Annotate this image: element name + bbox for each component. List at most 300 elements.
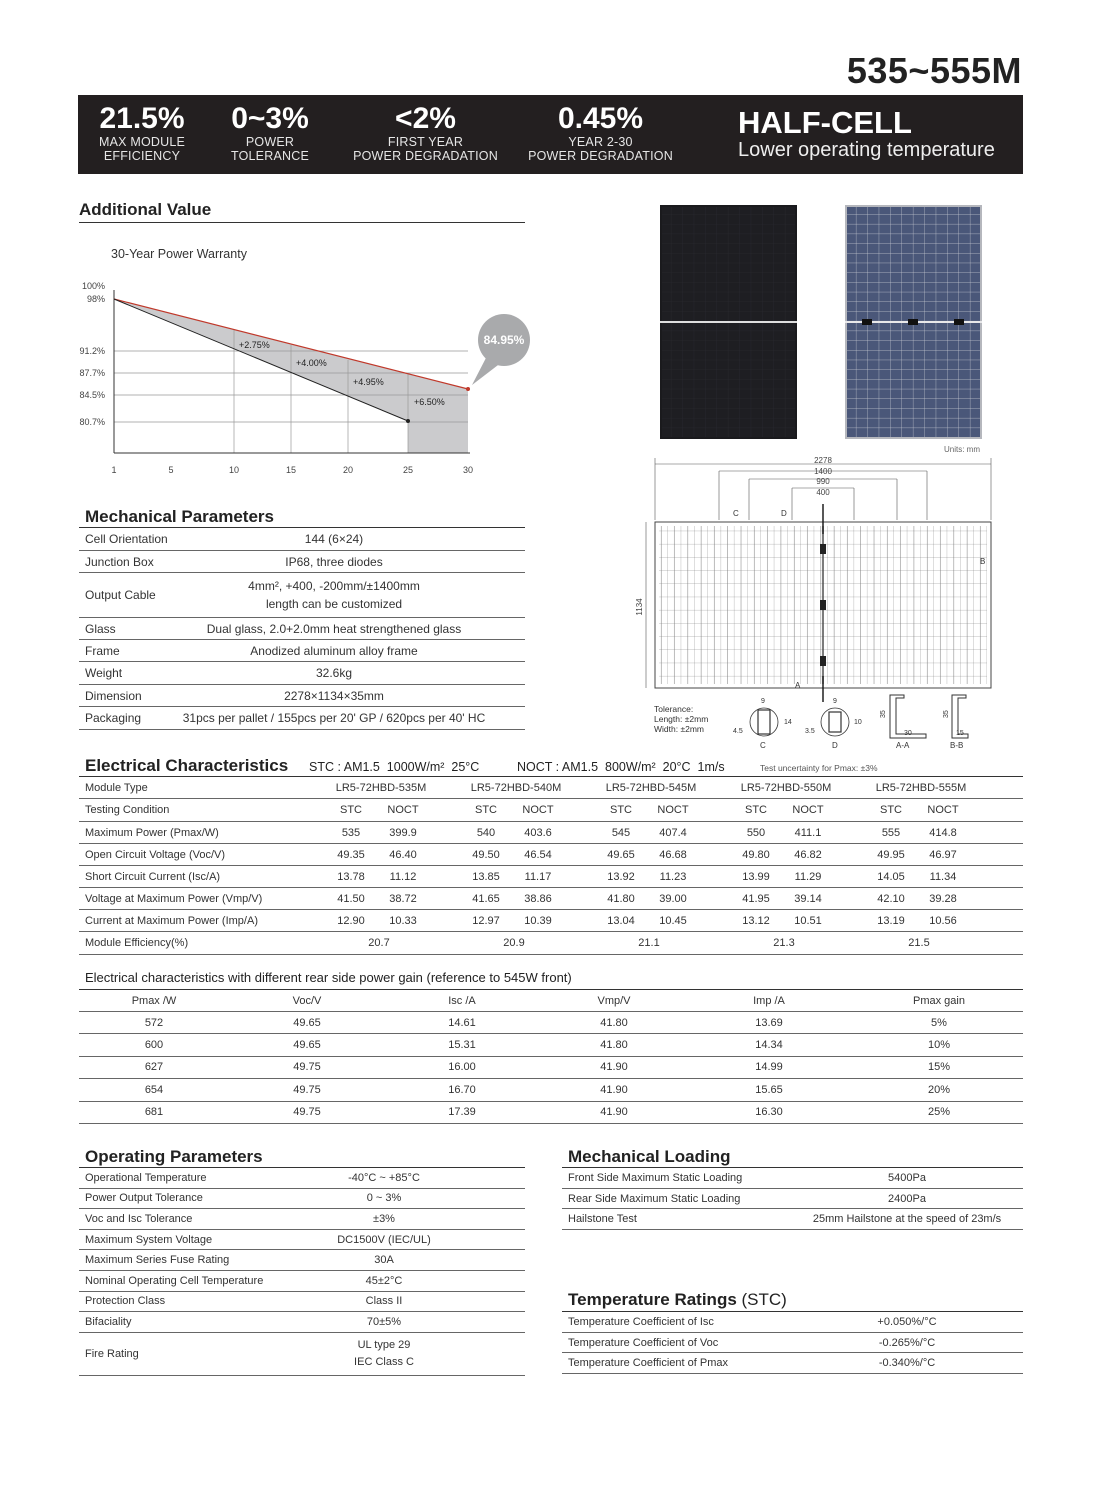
- noct-value: 46.68: [659, 848, 687, 861]
- stat-label-1: FIRST YEAR: [387, 135, 464, 149]
- connector: [820, 544, 826, 554]
- efficiency-value: 20.7: [368, 937, 390, 949]
- gain-label: +4.00%: [296, 358, 327, 368]
- x-tick: 30: [462, 465, 474, 475]
- y-tick: 80.7%: [79, 417, 105, 427]
- table-row: [79, 1168, 525, 1189]
- table-cell: 14.61: [448, 1016, 476, 1029]
- dim-label: 1134: [635, 598, 644, 616]
- table-cell: 15%: [927, 1061, 951, 1074]
- section-mark: C: [733, 509, 739, 518]
- row-label: Protection Class: [85, 1295, 166, 1308]
- row-value: 2400Pa: [888, 1192, 926, 1205]
- row-value: 144 (6×24): [304, 532, 364, 546]
- table-cell: 14.99: [755, 1061, 783, 1074]
- table-row: [79, 1271, 525, 1292]
- row-label: Maximum Series Fuse Rating: [85, 1254, 230, 1267]
- model-range-title: 535~555M: [846, 50, 1022, 91]
- header-bar: [78, 95, 1023, 174]
- table-row-module-type: [79, 777, 1023, 799]
- row-label: Junction Box: [85, 554, 154, 569]
- row-label: Voltage at Maximum Power (Vmp/V): [85, 892, 263, 905]
- x-tick: 20: [342, 465, 354, 475]
- test-uncertainty: Test uncertainty for Pmax: ±3%: [760, 763, 878, 773]
- stat-label-2: EFFICIENCY: [103, 149, 181, 163]
- electrical-title: Electrical Characteristics: [85, 756, 289, 775]
- table-cell: 49.75: [293, 1061, 321, 1074]
- detail-dim: 30: [904, 730, 912, 737]
- table-row: [79, 1057, 1023, 1079]
- row-value: Dual glass, 2.0+2.0mm heat strengthened glass: [206, 621, 462, 636]
- row-label: Temperature Coefficient of Pmax: [568, 1357, 728, 1370]
- table-cell: 15.65: [755, 1083, 783, 1096]
- row-label: Temperature Coefficient of Isc: [568, 1315, 714, 1328]
- detail-dim: 4.5: [733, 728, 743, 735]
- noct-value: 38.72: [389, 892, 417, 905]
- technical-drawing: [628, 452, 998, 752]
- stat-label-2: POWER DEGRADATION: [528, 149, 673, 163]
- table-cell: 17.39: [448, 1106, 476, 1119]
- stc-value: 540: [476, 826, 496, 839]
- noct-value: 11.17: [524, 870, 552, 883]
- chart-title: 30-Year Power Warranty: [111, 247, 247, 261]
- column-header: Voc/V: [292, 994, 322, 1007]
- table-cell: 16.70: [448, 1083, 476, 1096]
- stc-value: 545: [611, 826, 631, 839]
- detail-label: A-A: [896, 741, 910, 750]
- rear-gain-title: Electrical characteristics with different rear side power gain (reference to 545W front): [85, 970, 572, 985]
- noct-value: 399.9: [389, 826, 417, 839]
- row-label: Frame: [85, 643, 120, 658]
- y-tick: 84.5%: [79, 390, 105, 400]
- y-tick: 87.7%: [79, 368, 105, 378]
- cond-label: STC: [475, 804, 497, 816]
- row-label: Weight: [85, 666, 123, 680]
- stc-value: 49.80: [742, 848, 770, 861]
- operating-table: [79, 1168, 525, 1376]
- warranty-line-lower: [114, 299, 408, 421]
- row-label: Maximum Power (Pmax/W): [85, 826, 219, 839]
- cond-label: STC: [880, 804, 902, 816]
- table-cell: 16.00: [448, 1061, 476, 1074]
- table-cell: 600: [144, 1039, 164, 1052]
- row-label: Rear Side Maximum Static Loading: [568, 1192, 741, 1205]
- stc-value: 41.80: [607, 892, 635, 905]
- temperature-title-suffix: (STC): [736, 1290, 787, 1309]
- detail-dim: 10: [854, 719, 862, 726]
- cond-label: STC: [340, 804, 362, 816]
- model-name: LR5-72HBD-535M: [335, 781, 427, 794]
- x-tick: 10: [228, 465, 240, 475]
- noct-value: 39.28: [929, 892, 957, 905]
- table-cell: 16.30: [755, 1106, 783, 1119]
- row-value: IP68, three diodes: [285, 554, 383, 569]
- mechanical-table: [79, 528, 525, 730]
- noct-value: 11.23: [659, 870, 687, 883]
- efficiency-value: 21.1: [638, 937, 660, 949]
- row-label: Module Type: [85, 781, 148, 794]
- table-row: [79, 1034, 1023, 1056]
- table-cell: 49.65: [293, 1016, 321, 1029]
- row-label: Temperature Coefficient of Voc: [568, 1336, 719, 1349]
- stat-label-2: POWER DEGRADATION: [353, 149, 498, 163]
- table-row: [79, 1012, 1023, 1034]
- row-value-line: IEC Class C: [354, 1355, 414, 1368]
- stc-value: 13.04: [607, 914, 635, 927]
- table-cell: 41.80: [600, 1016, 628, 1029]
- model-name: LR5-72HBD-555M: [875, 781, 967, 794]
- section-divider: [79, 222, 525, 223]
- x-tick: 15: [285, 465, 297, 475]
- stat-value: 0.45%: [557, 102, 644, 135]
- stc-value: 13.85: [472, 870, 500, 883]
- cond-label: NOCT: [792, 804, 824, 816]
- tolerance-width: Width: ±2mm: [654, 724, 705, 734]
- table-row: [79, 822, 1023, 844]
- noct-value: 10.39: [524, 914, 552, 927]
- stat-value: 0~3%: [231, 102, 309, 135]
- column-header: Pmax gain: [913, 994, 965, 1007]
- noct-value: 10.33: [389, 914, 417, 927]
- model-name: LR5-72HBD-545M: [605, 781, 697, 794]
- detail-dim: 3.5: [805, 728, 815, 735]
- end-point-lower: [406, 419, 410, 423]
- y-tick: 100%: [81, 281, 105, 291]
- connector: [820, 656, 826, 666]
- table-row: [79, 662, 525, 685]
- section-mark: B: [980, 557, 986, 566]
- tolerance-length: Length: ±2mm: [654, 714, 709, 724]
- panel-rear-image: [845, 205, 982, 439]
- callout-text: 84.95%: [483, 333, 525, 347]
- table-cell: 627: [144, 1061, 164, 1074]
- row-value: 25mm Hailstone at the speed of 23m/s: [812, 1213, 1002, 1226]
- table-cell: 681: [144, 1106, 164, 1119]
- noct-value: 39.00: [659, 892, 687, 905]
- stat-degradation: [523, 103, 678, 163]
- x-tick: 1: [111, 465, 117, 475]
- gain-label: +6.50%: [414, 397, 445, 407]
- row-label: Voc and Isc Tolerance: [85, 1212, 193, 1225]
- stc-value: 12.97: [472, 914, 500, 927]
- table-cell: 41.90: [600, 1106, 628, 1119]
- noct-value: 10.51: [794, 914, 822, 927]
- noct-value: 46.54: [524, 848, 552, 861]
- row-value: Class II: [365, 1295, 403, 1308]
- noct-conditions: NOCT : AM1.5 800W/m² 20°C 1m/s: [517, 760, 725, 774]
- detail-label: D: [832, 741, 838, 750]
- noct-value: 11.12: [389, 870, 417, 883]
- table-row: [562, 1353, 1023, 1374]
- row-label: Packaging: [85, 711, 142, 725]
- detail-dim: 9: [833, 698, 837, 705]
- junction-box: [954, 319, 964, 325]
- stc-value: 41.95: [742, 892, 770, 905]
- table-row: [562, 1168, 1023, 1189]
- row-label: Hailstone Test: [568, 1213, 637, 1226]
- table-header-row: [79, 990, 1023, 1012]
- row-label: Dimension: [85, 688, 142, 703]
- table-row: [79, 1230, 525, 1251]
- junction-box: [862, 319, 872, 325]
- stc-value: 49.65: [607, 848, 635, 861]
- column-header: Vmp/V: [597, 994, 631, 1007]
- table-row: [79, 1209, 525, 1230]
- row-label: Cell Orientation: [85, 532, 168, 546]
- section-mark: D: [781, 509, 787, 518]
- mechanical-title: Mechanical Parameters: [85, 507, 274, 526]
- row-label: Output Cable: [85, 588, 156, 602]
- table-cell: 41.80: [600, 1039, 628, 1052]
- table-row: [79, 1333, 525, 1376]
- noct-value: 38.86: [524, 892, 552, 905]
- row-value: 2278×1134×35mm: [284, 688, 384, 703]
- section-mark: A: [795, 681, 801, 690]
- detail-label: C: [760, 741, 766, 750]
- table-row: [79, 528, 525, 551]
- dim-label: 400: [816, 488, 830, 497]
- stc-value: 12.90: [337, 914, 365, 927]
- y-tick: 91.2%: [79, 346, 105, 356]
- additional-value-title: Additional Value: [79, 200, 212, 219]
- x-tick: 25: [402, 465, 414, 475]
- detail-c-hole: [758, 710, 770, 734]
- cond-label: NOCT: [657, 804, 689, 816]
- noct-value: 46.97: [929, 848, 957, 861]
- feature-title: HALF-CELL: [738, 105, 912, 140]
- detail-c: [750, 708, 778, 736]
- gain-label: +4.95%: [353, 377, 384, 387]
- table-row: [79, 573, 525, 618]
- table-row: [79, 1292, 525, 1313]
- row-value: -0.340%/°C: [878, 1357, 936, 1370]
- stat-label-1: POWER: [245, 135, 295, 149]
- loading-table: [562, 1168, 1023, 1231]
- row-label: Current at Maximum Power (Imp/A): [85, 914, 258, 927]
- model-name: LR5-72HBD-550M: [740, 781, 832, 794]
- table-cell: 15.31: [448, 1039, 476, 1052]
- row-value-line: length can be customized: [265, 597, 403, 611]
- detail-dim: 9: [761, 698, 765, 705]
- table-cell: 654: [144, 1083, 164, 1096]
- row-value-line: UL type 29: [357, 1338, 411, 1351]
- noct-value: 407.4: [659, 826, 687, 839]
- table-row: [79, 707, 525, 730]
- efficiency-value: 21.3: [773, 937, 795, 949]
- noct-value: 46.40: [389, 848, 417, 861]
- rear-gain-table: [79, 990, 1023, 1124]
- row-value: [179, 573, 489, 617]
- table-row-testing-condition: [79, 799, 1023, 822]
- row-value: 30A: [374, 1254, 394, 1267]
- electrical-table: [79, 777, 1023, 955]
- stc-value: 550: [746, 826, 766, 839]
- table-cell: 49.75: [293, 1083, 321, 1096]
- noct-value: 11.34: [929, 870, 957, 883]
- row-label: Power Output Tolerance: [85, 1192, 203, 1205]
- detail-label: B-B: [950, 741, 964, 750]
- stc-value: 13.12: [742, 914, 770, 927]
- table-cell: 10%: [927, 1039, 951, 1052]
- column-header: Pmax /W: [131, 994, 177, 1007]
- table-row: [79, 1312, 525, 1333]
- stc-value: 41.65: [472, 892, 500, 905]
- stc-value: 13.99: [742, 870, 770, 883]
- row-value: 32.6kg: [315, 666, 353, 680]
- dim-label: 2278: [814, 456, 832, 465]
- row-value: 31pcs per pallet / 155pcs per 20' GP / 620pcs per 40' HC: [182, 711, 486, 725]
- units-label: Units: mm: [944, 445, 980, 454]
- stat-value: 21.5%: [99, 102, 185, 135]
- end-point-upper: [466, 387, 470, 391]
- noct-value: 411.1: [794, 826, 822, 839]
- table-row: [79, 640, 525, 662]
- stc-value: 49.95: [877, 848, 905, 861]
- stc-value: 13.92: [607, 870, 635, 883]
- stc-value: 13.78: [337, 870, 365, 883]
- stat-first-year: [353, 103, 498, 163]
- row-value: [279, 1333, 489, 1375]
- row-value: 0 ~ 3%: [366, 1192, 402, 1205]
- row-value: 5400Pa: [888, 1171, 926, 1184]
- row-value: 70±5%: [366, 1315, 402, 1328]
- row-value-line: 4mm², +400, -200mm/±1400mm: [248, 579, 420, 593]
- table-cell: 14.34: [755, 1039, 783, 1052]
- stc-value: 49.35: [337, 848, 365, 861]
- row-label: Module Efficiency(%): [85, 937, 189, 949]
- noct-value: 46.82: [794, 848, 822, 861]
- junction-box: [908, 319, 918, 325]
- table-row: [79, 910, 1023, 932]
- stat-label-1: MAX MODULE: [98, 135, 186, 149]
- table-cell: 5%: [931, 1016, 947, 1029]
- panel-front-image: [660, 205, 797, 439]
- stat-label-2: TOLERANCE: [231, 149, 309, 163]
- stc-value: 49.50: [472, 848, 500, 861]
- model-name: LR5-72HBD-540M: [470, 781, 562, 794]
- table-cell: 49.75: [293, 1106, 321, 1119]
- table-row: [562, 1189, 1023, 1210]
- cond-label: NOCT: [387, 804, 419, 816]
- noct-value: 39.14: [794, 892, 822, 905]
- table-row: [79, 888, 1023, 910]
- dim-label: 1400: [814, 467, 832, 476]
- column-header: Isc /A: [448, 994, 476, 1007]
- table-row: [79, 1189, 525, 1210]
- row-value: DC1500V (IEC/UL): [337, 1233, 431, 1246]
- table-cell: 13.69: [755, 1016, 783, 1029]
- efficiency-value: 21.5: [908, 937, 930, 949]
- warranty-chart: [70, 270, 540, 485]
- dim-label: 990: [816, 477, 830, 486]
- cond-label: NOCT: [927, 804, 959, 816]
- table-row: [79, 685, 525, 707]
- tolerance-title: Tolerance:: [654, 704, 694, 714]
- table-row: [79, 844, 1023, 866]
- row-label: Bifaciality: [85, 1315, 132, 1328]
- table-row: [562, 1209, 1023, 1230]
- row-label: Fire Rating: [85, 1347, 139, 1360]
- table-row-efficiency: [79, 932, 1023, 955]
- detail-d-hole: [829, 712, 841, 732]
- row-label: Operational Temperature: [85, 1171, 207, 1184]
- temperature-table: [562, 1312, 1023, 1375]
- stc-value: 13.19: [877, 914, 905, 927]
- row-label: Glass: [85, 621, 116, 636]
- cond-label: STC: [610, 804, 632, 816]
- table-row: [562, 1312, 1023, 1333]
- operating-title: Operating Parameters: [85, 1147, 263, 1166]
- table-row: [79, 866, 1023, 888]
- y-tick: 98%: [86, 294, 105, 304]
- detail-dim: 14: [784, 719, 792, 726]
- row-label: Open Circuit Voltage (Voc/V): [85, 848, 226, 861]
- stc-value: 41.50: [337, 892, 365, 905]
- table-row: [79, 1250, 525, 1271]
- table-cell: 25%: [927, 1106, 951, 1119]
- stc-value: 555: [881, 826, 901, 839]
- row-value: ±3%: [373, 1212, 395, 1225]
- column-header: Imp /A: [753, 994, 785, 1007]
- loading-title: Mechanical Loading: [568, 1147, 731, 1166]
- feature-subtitle: Lower operating temperature: [738, 139, 995, 161]
- table-row: [79, 1102, 1023, 1124]
- row-label: Testing Condition: [85, 804, 170, 816]
- row-value: -0.265%/°C: [878, 1336, 936, 1349]
- connector: [820, 600, 826, 610]
- detail-dim: 35: [880, 710, 887, 718]
- stc-value: 14.05: [877, 870, 905, 883]
- efficiency-value: 20.9: [503, 937, 525, 949]
- noct-value: 10.45: [659, 914, 687, 927]
- row-label: Short Circuit Current (Isc/A): [85, 870, 221, 883]
- stc-conditions: STC : AM1.5 1000W/m² 25°C: [309, 760, 480, 774]
- temperature-title: [568, 1290, 787, 1310]
- stat-value: <2%: [395, 102, 456, 135]
- row-label: Front Side Maximum Static Loading: [568, 1171, 743, 1184]
- stat-tolerance: [220, 103, 320, 163]
- row-label: Maximum System Voltage: [85, 1233, 213, 1246]
- table-cell: 572: [144, 1016, 164, 1029]
- noct-value: 10.56: [929, 914, 957, 927]
- noct-value: 414.8: [929, 826, 957, 839]
- stat-efficiency: [86, 103, 198, 163]
- table-row: [79, 618, 525, 640]
- table-row: [562, 1333, 1023, 1354]
- stat-label-1: YEAR 2-30: [568, 135, 633, 149]
- table-cell: 49.65: [293, 1039, 321, 1052]
- row-value: Anodized aluminum alloy frame: [250, 643, 418, 658]
- stc-value: 42.10: [877, 892, 905, 905]
- stc-value: 535: [341, 826, 361, 839]
- x-tick: 5: [168, 465, 174, 475]
- temperature-title-main: Temperature Ratings: [568, 1290, 737, 1309]
- cond-label: NOCT: [522, 804, 554, 816]
- row-value: -40°C ~ +85°C: [348, 1171, 420, 1184]
- detail-dim: 15: [956, 730, 964, 737]
- gain-label: +2.75%: [239, 340, 270, 350]
- table-cell: 41.90: [600, 1083, 628, 1096]
- table-row: [79, 551, 525, 573]
- noct-value: 403.6: [524, 826, 552, 839]
- table-cell: 41.90: [600, 1061, 628, 1074]
- detail-dim: 35: [943, 710, 950, 718]
- row-value: 45±2°C: [365, 1274, 403, 1287]
- table-cell: 20%: [927, 1083, 951, 1096]
- row-label: Nominal Operating Cell Temperature: [85, 1274, 264, 1287]
- cond-label: STC: [745, 804, 767, 816]
- table-row: [79, 1079, 1023, 1101]
